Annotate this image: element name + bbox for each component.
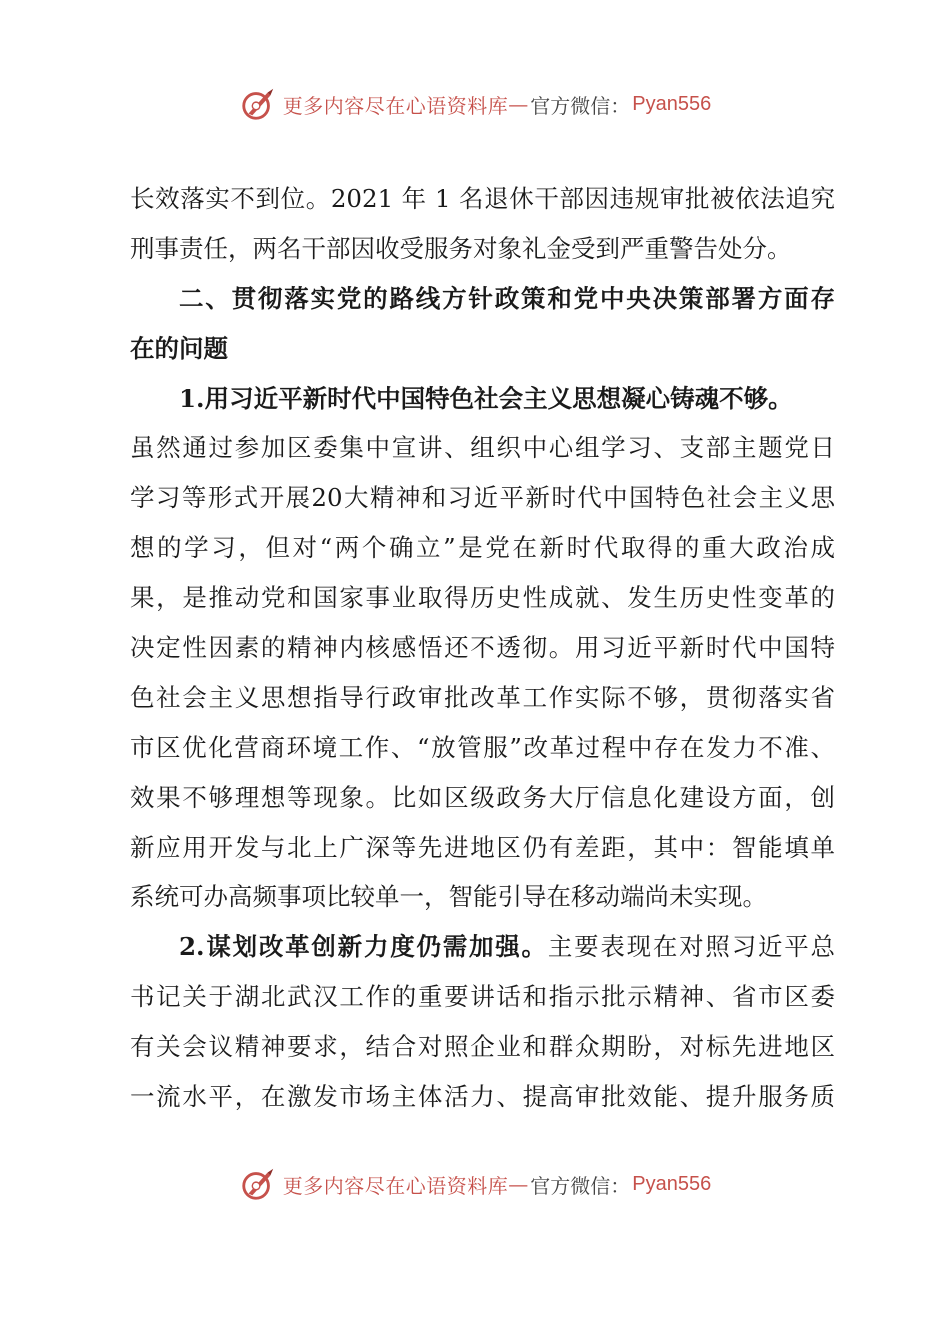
footer-wechat-label: 官方微信： — [530, 1173, 631, 1198]
section-heading-line: 二、贯彻落实党的路线方针政策和党中央决策部署方面存 — [179, 283, 835, 313]
text-line: 市区优化营商环境工作、“放管服”改革过程中存在发力不准、 — [130, 732, 835, 762]
header-site-text: 更多内容尽在心语资料库 — [282, 93, 509, 118]
footer-banner — [0, 1164, 950, 1204]
header-banner — [0, 84, 950, 124]
header-wechat-label: 官方微信： — [530, 93, 631, 118]
text-line: 刑事责任，两名干部因收受服务对象礼金受到严重警告处分。 — [130, 233, 792, 263]
quill-logo-icon — [239, 85, 277, 123]
quill-logo-icon — [239, 1165, 277, 1203]
text-line: 一流水平，在激发市场主体活力、提高审批效能、提升服务质 — [130, 1082, 835, 1112]
text-line: 效果不够理想等现象。比如区级政务大厅信息化建设方面，创 — [130, 782, 835, 812]
footer-site-text: 更多内容尽在心语资料库 — [282, 1173, 509, 1198]
item2-first-rest: 主要表现在对照习近平总 — [547, 932, 836, 962]
document-body — [130, 174, 835, 1122]
footer-separator: — — [508, 1172, 529, 1196]
text-line: 有关会议精神要求，结合对照企业和群众期盼，对标先进地区 — [130, 1032, 835, 1062]
item1-title: 1.用习近平新时代中国特色社会主义思想凝心铸魂不够。 — [179, 383, 793, 413]
text-line: 色社会主义思想指导行政审批改革工作实际不够，贯彻落实省 — [130, 682, 835, 712]
section-heading-line: 在的问题 — [130, 333, 228, 363]
item2-title: 2.谋划改革创新力度仍需加强。 — [179, 932, 548, 962]
text-line: 新应用开发与北上广深等先进地区仍有差距，其中：智能填单 — [130, 832, 835, 862]
text-line: 系统可办高频事项比较单一，智能引导在移动端尚未实现。 — [130, 882, 767, 912]
text-line: 学习等形式开展20大精神和习近平新时代中国特色社会主义思 — [130, 483, 835, 513]
text-line: 长效落实不到位。2021 年 1 名退休干部因违规审批被依法追究 — [130, 184, 835, 213]
text-line: 决定性因素的精神内核感悟还不透彻。用习近平新时代中国特 — [130, 633, 835, 663]
header-separator: — — [508, 92, 529, 116]
text-line: 果，是推动党和国家事业取得历史性成就、发生历史性变革的 — [130, 583, 835, 613]
text-line: 想的学习，但对“两个确立”是党在新时代取得的重大政治成 — [130, 533, 835, 563]
text-line: 虽然通过参加区委集中宣讲、组织中心组学习、支部主题党日 — [130, 433, 835, 463]
footer-wechat-id: Pyan556 — [632, 1172, 712, 1195]
header-wechat-id: Pyan556 — [632, 92, 712, 115]
text-line: 书记关于湖北武汉工作的重要讲话和指示批示精神、省市区委 — [130, 982, 835, 1012]
item2-first-line — [130, 922, 835, 972]
